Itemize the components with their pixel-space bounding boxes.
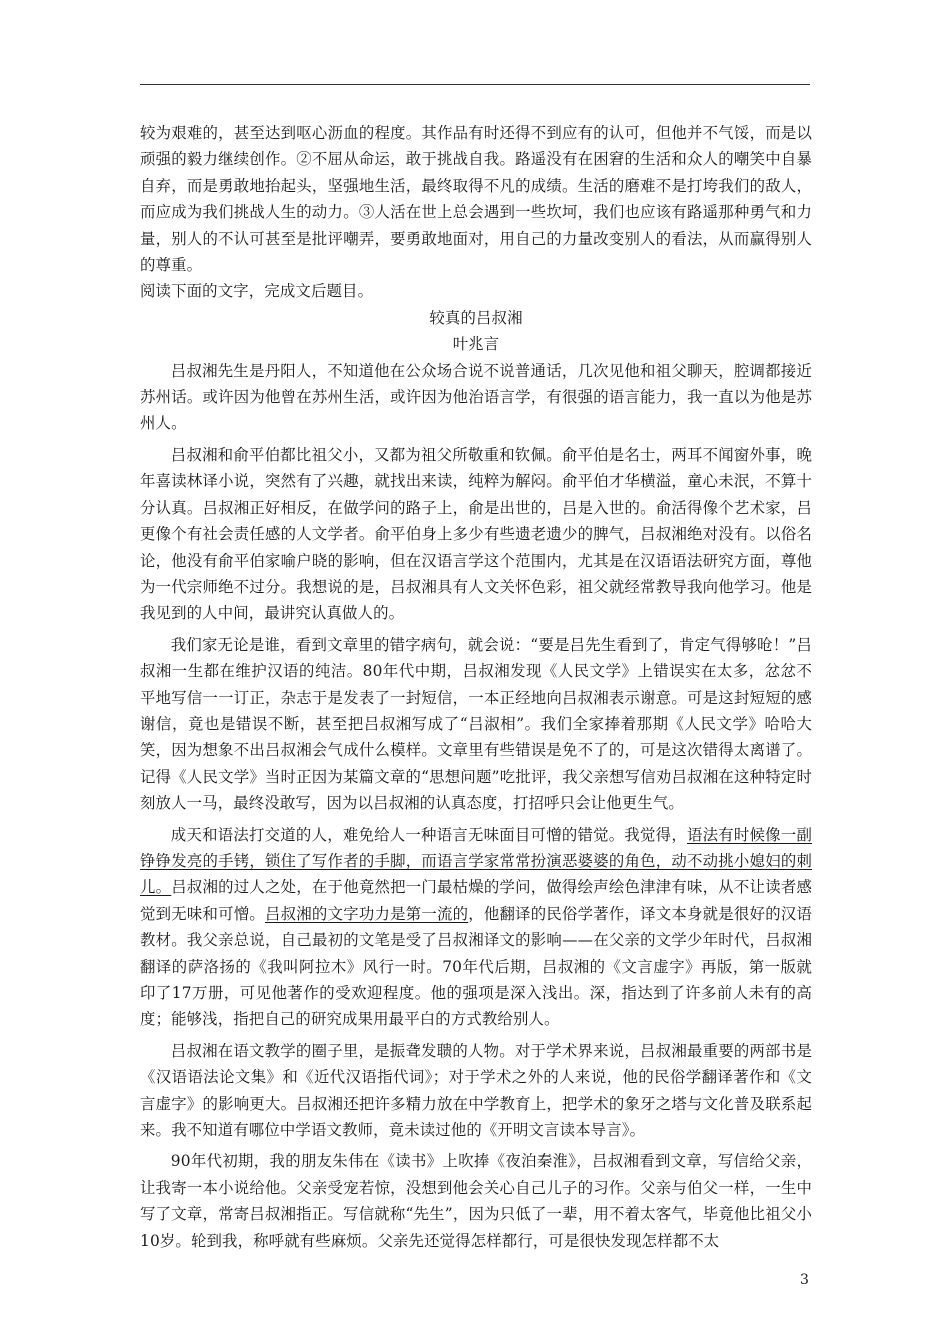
paragraph-4-middle: 吕叔湘的过人之处，在于他竟然把一门最枯燥的学问，做得绘声绘色津津有味，从不让读者感觉到无味和可憎。 [140, 878, 812, 923]
reading-instruction: 阅读下面的文字，完成文后题目。 [140, 282, 374, 301]
article-paragraph-6: 90年代初期，我的朋友朱伟在《读书》上吹捧《夜泊秦淮》，吕叔湘看到文章，写信给父亲，让我寄一本小说给他。父亲受宠若惊，没想到他会关心自己儿子的习作。父亲与伯父一样，一生中写了文章，常寄吕叔湘指正。写信就称“先生”，因为只低了一辈，用不着太客气，毕竟他比祖父小10岁。轮到我，称呼就有些麻烦。父亲先还觉得怎样都行，可是很快发现怎样都不太 [140, 1152, 812, 1250]
article-title: 较真的吕叔湘 [429, 308, 523, 327]
article-paragraph-2: 吕叔湘和俞平伯都比祖父小，又都为祖父所敬重和钦佩。俞平伯是名士，两耳不闻窗外事，晚年喜读林译小说，突然有了兴趣，就找出来读，纯粹为解闷。俞平伯才华横溢，童心未泯，不算十分认真。吕叔湘正好相反，在做学问的路子上，俞是出世的，吕是入世的。俞活得像个艺术家，吕更像个有社会责任感的人文学者。俞平伯身上多少有些遗老遗少的脾气，吕叔湘绝对没有。以俗名论，他没有俞平伯家喻户晓的影响，但在汉语言学这个范围内，尤其是在汉语语法研究方面，尊他为一代宗师绝不过分。我想说的是，吕叔湘具有人文关怀色彩，祖父就经常教导我向他学习。他是我见到的人中间，最讲究认真做人的。 [140, 445, 812, 623]
underlined-sentence-2: 吕叔湘的文字功力是第一流的 [265, 904, 469, 923]
page-number: 3 [800, 1272, 809, 1288]
paragraph-4-rest: ，他翻译的民俗学著作，译文本身就是很好的汉语教材。我父亲总说，自己最初的文笔是受了吕叔湘译文的影响——在父亲的文学少年时代，吕叔湘翻译的萨洛扬的《我叫阿拉木》风行一时。70年代后期，吕叔湘的《文言虚字》再版，第一版就印了17万册，可见他著作的受欢迎程度。他的强项是深入浅出。深，指达到了许多前人未有的高度；能够浅，指把自己的研究成果用最平白的方式教给别人。 [140, 904, 812, 1029]
article-paragraph-4 [140, 822, 812, 1033]
intro-paragraph: 较为艰难的，甚至达到呕心沥血的程度。其作品有时还得不到应有的认可，但他并不气馁，而是以顽强的毅力继续创作。②不屈从命运，敢于挑战自我。路遥没有在困窘的生活和众人的嘲笑中自暴自弃，而是勇敢地抬起头，坚强地生活，最终取得不凡的成绩。生活的磨难不是打垮我们的敌人，而应成为我们挑战人生的动力。③人活在世上总会遇到一些坎坷，我们也应该有路遥那种勇气和力量，别人的不认可甚至是批评嘲弄，要勇敢地面对，用自己的力量改变别人的看法，从而赢得别人的尊重。 [140, 124, 812, 275]
article-paragraph-5: 吕叔湘在语文教学的圈子里，是振聋发聩的人物。对于学术界来说，吕叔湘最重要的两部书是《汉语语法论文集》和《近代汉语指代词》；对于学术之外的人来说，他的民俗学翻译著作和《文言虚字》的影响更大。吕叔湘还把许多精力放在中学教育上，把学术的象牙之塔与文化普及联系起来。我不知道有哪位中学语文教师，竟未读过他的《开明文言读本导言》。 [140, 1041, 812, 1140]
article-paragraph-3: 我们家无论是谁，看到文章里的错字病句，就会说：“要是吕先生看到了，肯定气得够呛！”吕叔湘一生都在维护汉语的纯洁。80年代中期，吕叔湘发现《人民文学》上错误实在太多，忿忿不平地写信一一订正，杂志于是发表了一封短信，一本正经地向吕叔湘表示谢意。可是这封短短的感谢信，竟也是错误不断，甚至把吕叔湘写成了“吕淑相”。我们全家捧着那期《人民文学》哈哈大笑，因为想象不出吕叔湘会气成什么模样。文章里有些错误是免不了的，可是这次错得太离谱了。记得《人民文学》当时正因为某篇文章的“思想问题”吃批评，我父亲想写信劝吕叔湘在这种特定时刻放人一马，最终没敢写，因为以吕叔湘的认真态度，打招呼只会让他更生气。 [140, 635, 812, 813]
page-content [140, 120, 812, 1254]
article-paragraph-1: 吕叔湘先生是丹阳人，不知道他在公众场合说不说普通话，几次见他和祖父聊天，腔调都接近苏州话。或许因为他曾在苏州生活，或许因为他治语言学，有很强的语言能力，我一直以为他是苏州人。 [140, 361, 812, 433]
underlined-sentence-1: 语法有时候像一副铮铮发亮的手铐，锁住了写作者的手脚，而语言学家常常扮演恶婆婆的角色，动不动挑小媳妇的刺儿。 [140, 825, 812, 897]
article-author: 叶兆言 [452, 335, 500, 354]
header-rule [140, 84, 810, 85]
paragraph-4-lead: 成天和语法打交道的人，难免给人一种语言无味面目可憎的错觉。我觉得， [170, 825, 687, 844]
